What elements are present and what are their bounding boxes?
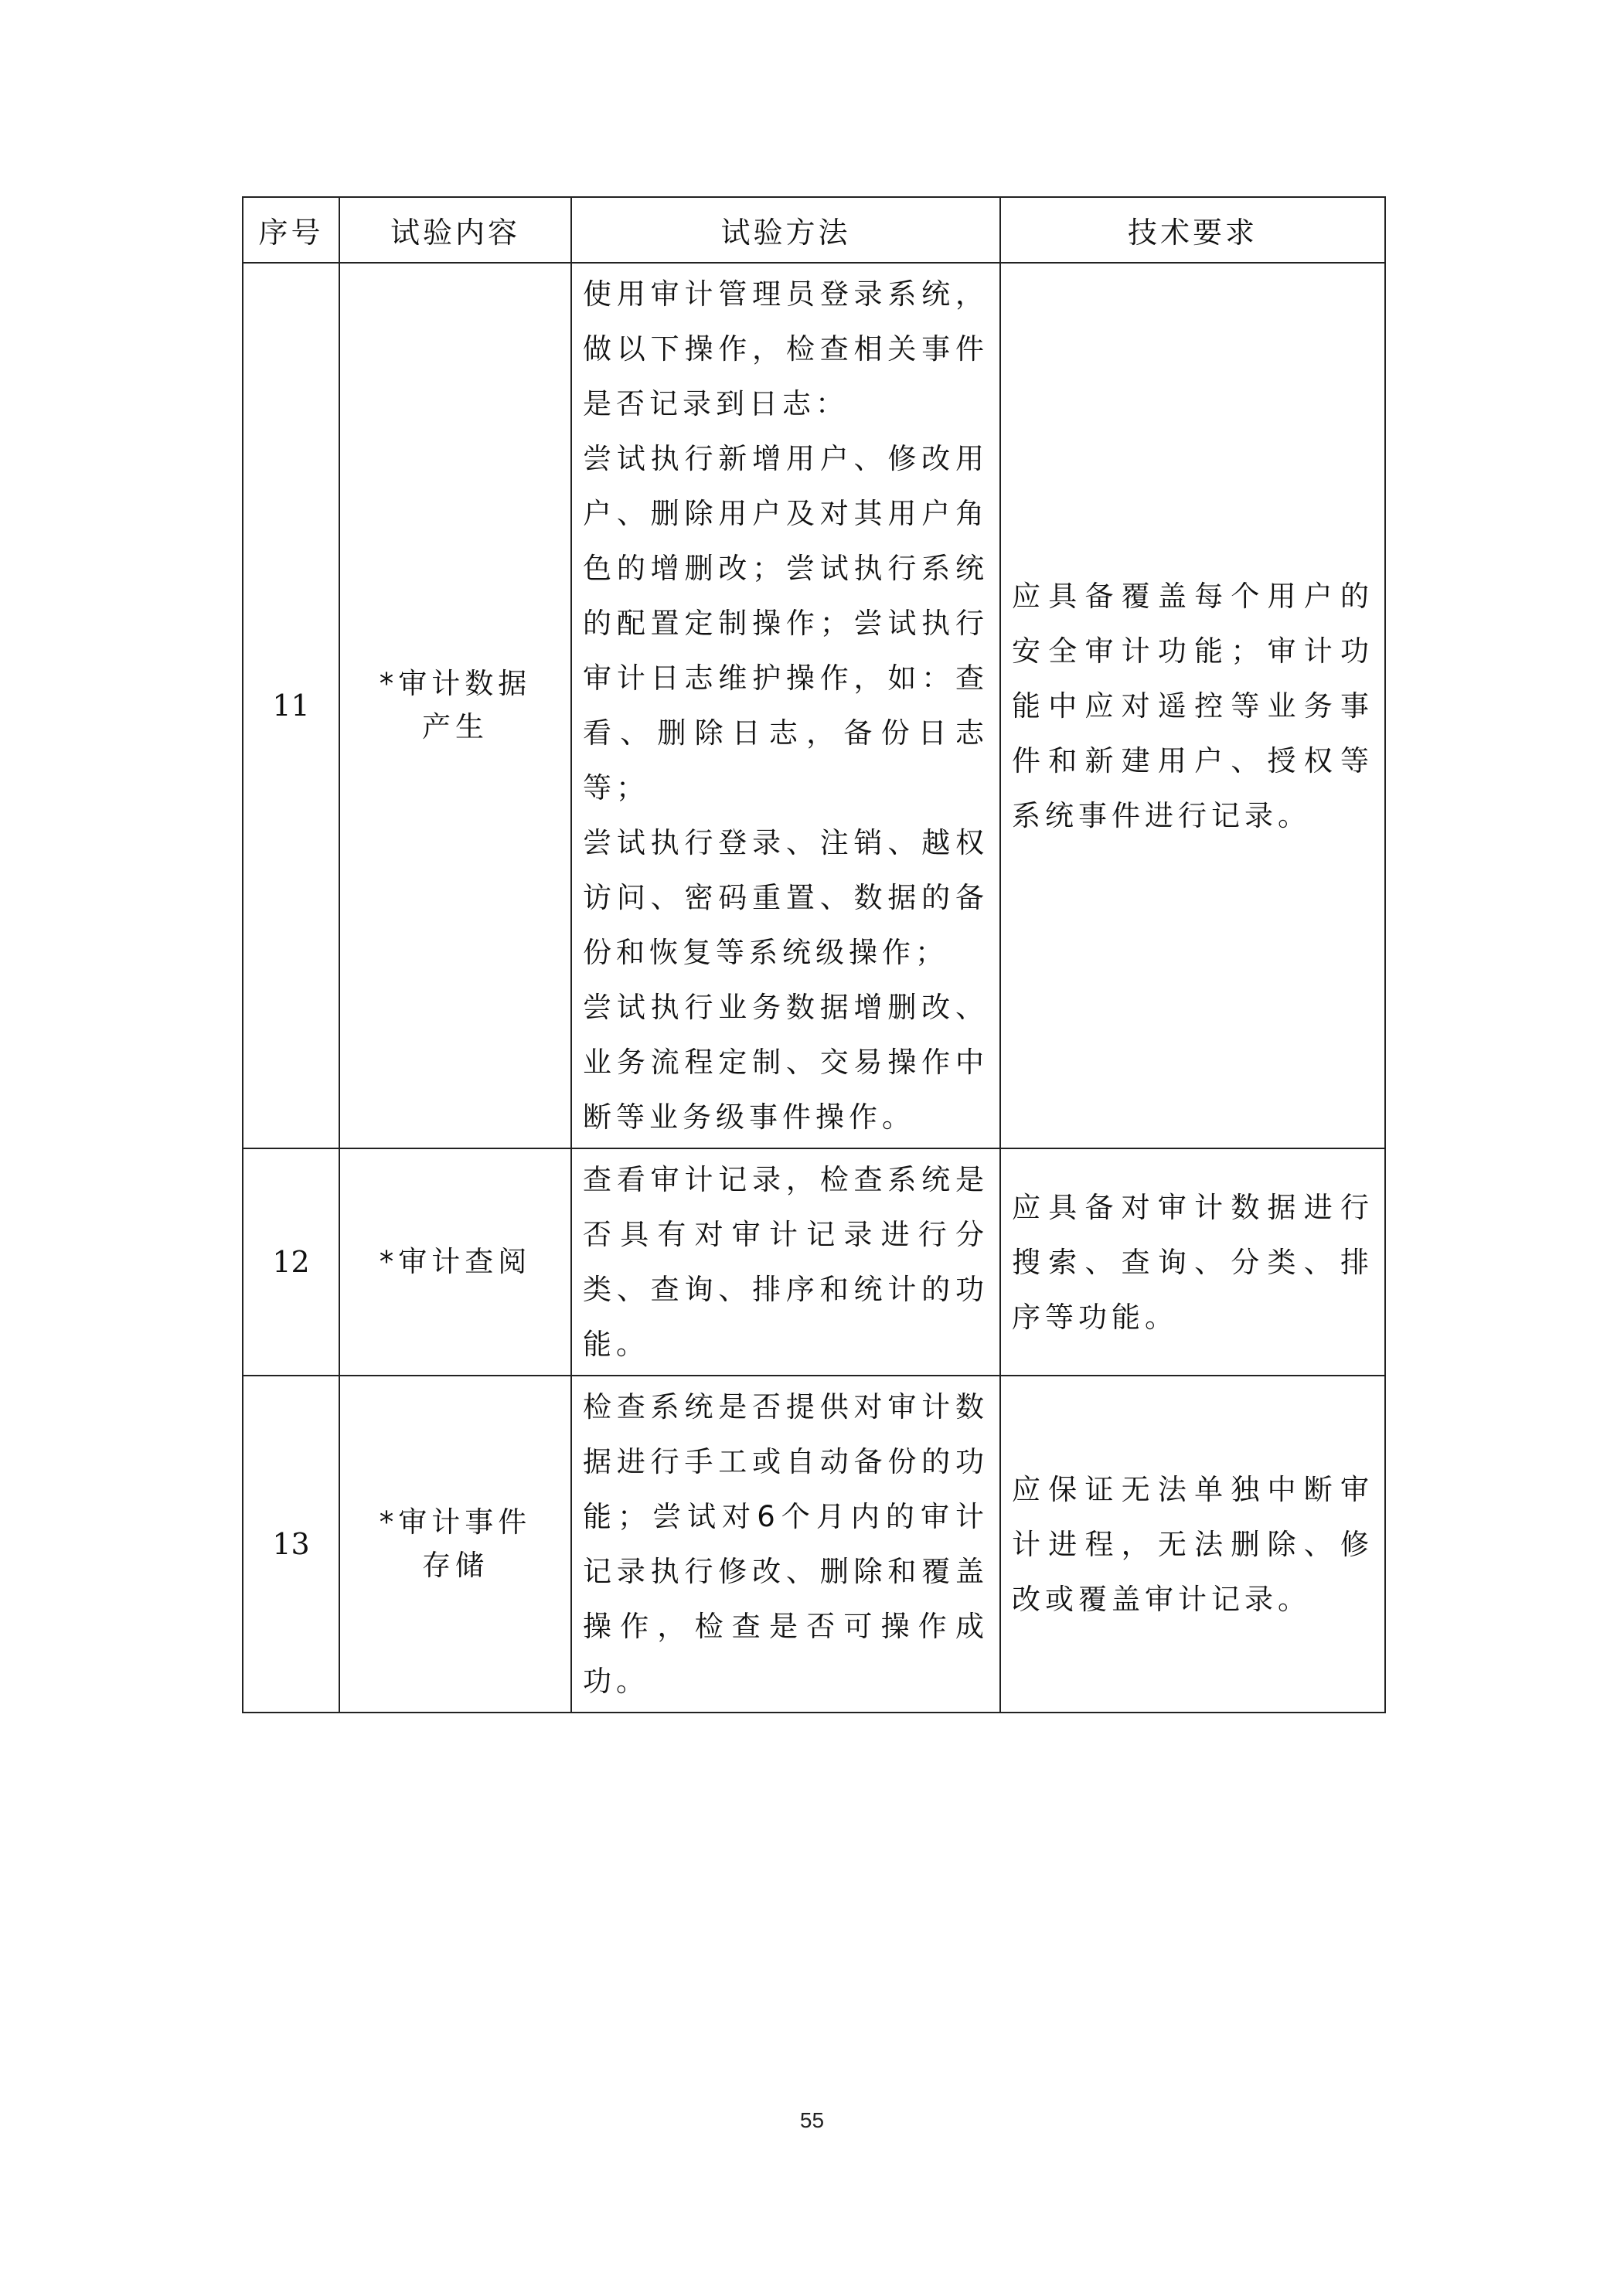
row-method xyxy=(571,263,1000,1148)
page-number: 55 xyxy=(799,2108,825,2132)
row-content: *审计事件存储 xyxy=(339,1376,571,1713)
test-spec-table-wrapper xyxy=(242,196,1384,1713)
method-paragraph: 查看审计记录，检查系统是否具有对审计记录进行分类、查询、排序和统计的功能。 xyxy=(583,1163,989,1361)
header-content: 试验内容 xyxy=(339,197,571,263)
row-content: *审计数据产生 xyxy=(339,263,571,1148)
row-requirement: 应具备覆盖每个用户的安全审计功能；审计功能中应对遥控等业务事件和新建用户、授权等系统事件进行记录。 xyxy=(1000,263,1385,1148)
test-spec-table xyxy=(242,196,1386,1713)
method-paragraph: 检查系统是否提供对审计数据进行手工或自动备份的功能；尝试对6个月内的审计记录执行修改、删除和覆盖操作，检查是否可操作成功。 xyxy=(583,1390,989,1698)
row-method xyxy=(571,1148,1000,1376)
row-method xyxy=(571,1376,1000,1713)
row-seq: 13 xyxy=(243,1376,339,1713)
row-content: *审计查阅 xyxy=(339,1148,571,1376)
row-seq: 11 xyxy=(243,263,339,1148)
method-paragraph: 尝试执行业务数据增删改、业务流程定制、交易操作中断等业务级事件操作。 xyxy=(583,991,989,1134)
header-seq: 序号 xyxy=(243,197,339,263)
table-row xyxy=(243,1376,1385,1713)
method-paragraph: 使用审计管理员登录系统，做以下操作，检查相关事件是否记录到日志： xyxy=(583,277,989,420)
header-method: 试验方法 xyxy=(571,197,1000,263)
table-header-row xyxy=(243,197,1385,263)
row-seq: 12 xyxy=(243,1148,339,1376)
table-row xyxy=(243,1148,1385,1376)
row-requirement: 应具备对审计数据进行搜索、查询、分类、排序等功能。 xyxy=(1000,1148,1385,1376)
header-requirement: 技术要求 xyxy=(1000,197,1385,263)
row-requirement: 应保证无法单独中断审计进程，无法删除、修改或覆盖审计记录。 xyxy=(1000,1376,1385,1713)
method-paragraph: 尝试执行新增用户、修改用户、删除用户及对其用户角色的增删改；尝试执行系统的配置定制操作；尝试执行审计日志维护操作，如：查看、删除日志，备份日志等； xyxy=(583,442,989,804)
method-paragraph: 尝试执行登录、注销、越权访问、密码重置、数据的备份和恢复等系统级操作； xyxy=(583,826,989,969)
table-row xyxy=(243,263,1385,1148)
